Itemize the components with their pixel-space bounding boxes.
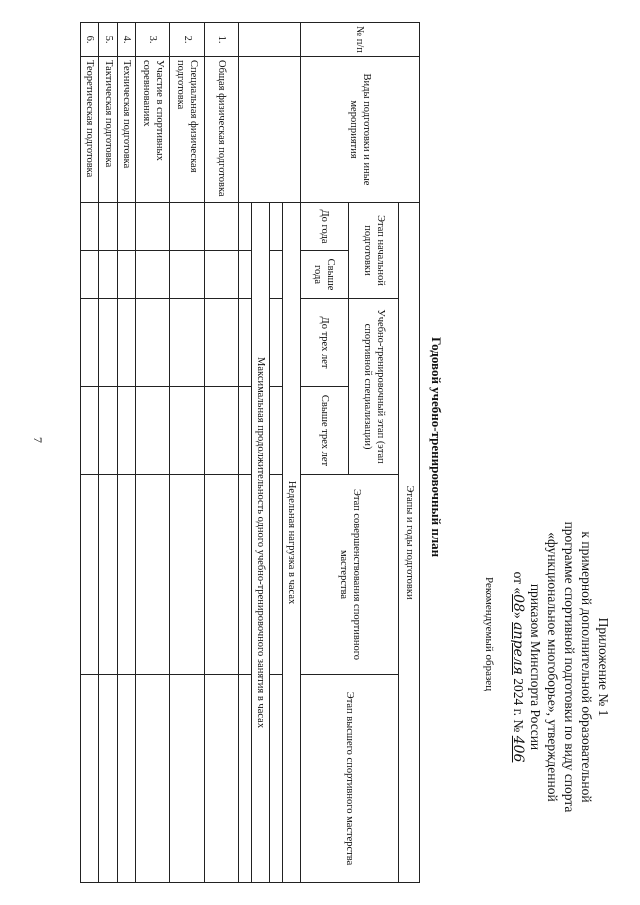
annex-date-line [509, 447, 527, 887]
training-plan-table [80, 22, 420, 883]
blank-cell [239, 23, 301, 57]
value-cell [270, 675, 283, 883]
value-cell [270, 387, 283, 475]
header-stages: Этапы и годы подготовки [399, 203, 420, 883]
table-row [99, 23, 117, 883]
page-number: 7 [31, 437, 45, 443]
row-num: 5. [99, 23, 117, 57]
annex-line: программе спортивной подготовки по виду спорта [562, 521, 577, 813]
blank-cell [239, 57, 301, 203]
header-sub-over-three: Свыше трех лет [300, 387, 348, 475]
max-duration-label: Максимальная продолжительность одного учебно-тренировочного занятия в часах [251, 203, 269, 883]
table-row [170, 23, 204, 883]
annex-line: приказом Минспорта России [528, 583, 543, 751]
value-cell [239, 387, 252, 475]
header-stage-improvement: Этап совершенствования спортивного мастерства [300, 475, 398, 675]
value-cell [270, 299, 283, 387]
value-cell [270, 251, 283, 299]
row-num: 6. [81, 23, 99, 57]
table-row [204, 23, 238, 883]
header-sub-over-year: Свыше года [300, 251, 348, 299]
recommended-sample: Рекомендуемый образец [483, 577, 495, 692]
row-num: 3. [136, 23, 170, 57]
order-number: 406 [510, 735, 526, 763]
header-stage-initial: Этап начальной подготовки [349, 203, 399, 299]
row-label: Теоретическая подготовка [81, 57, 99, 203]
annex-line: к примерной дополнительной образовательной [579, 531, 594, 803]
value-cell [239, 251, 252, 299]
rotated-sheet [20, 12, 620, 892]
value-cell [270, 475, 283, 675]
header-sub-up-to-three: До трех лет [300, 299, 348, 387]
row-label: Общая физическая подготовка [204, 57, 238, 203]
table-row [81, 23, 99, 883]
value-cell [239, 475, 252, 675]
header-sub-up-to-year: До года [300, 203, 348, 251]
date-mid: » [511, 612, 526, 619]
row-label: Техническая подготовка [117, 57, 135, 203]
value-cell [270, 203, 283, 251]
header-kind: Виды подготовки и иные мероприятия [300, 57, 419, 203]
date-day: 08 [510, 594, 526, 612]
row-label: Тактическая подготовка [99, 57, 117, 203]
annex-title: Приложение № 1 [596, 617, 611, 717]
header-stage-higher: Этап высшего спортивного мастерства [300, 675, 398, 883]
value-cell [239, 299, 252, 387]
annex-block [509, 447, 612, 887]
date-month: апреля [510, 622, 526, 675]
row-num: 1. [204, 23, 238, 57]
date-year: 2024 г. № [511, 678, 526, 733]
row-num: 4. [117, 23, 135, 57]
table-row [136, 23, 170, 883]
row-label: Специальная физическая подготовка [170, 57, 204, 203]
value-cell [239, 675, 252, 883]
row-label: Участие в спортивных соревнованиях [136, 57, 170, 203]
header-stage-training: Учебно-тренировочный этап (этап спортивной специализации) [349, 299, 399, 475]
row-num: 2. [170, 23, 204, 57]
table-row [117, 23, 135, 883]
header-num: № п/п [300, 23, 419, 57]
plan-title: Годовой учебно-тренировочный план [429, 337, 444, 558]
weekly-load-label: Недельная нагрузка в часах [282, 203, 300, 883]
annex-line: «функциональное многоборье», утвержденной [545, 532, 560, 802]
date-prefix: от « [511, 571, 526, 595]
value-cell [239, 203, 252, 251]
